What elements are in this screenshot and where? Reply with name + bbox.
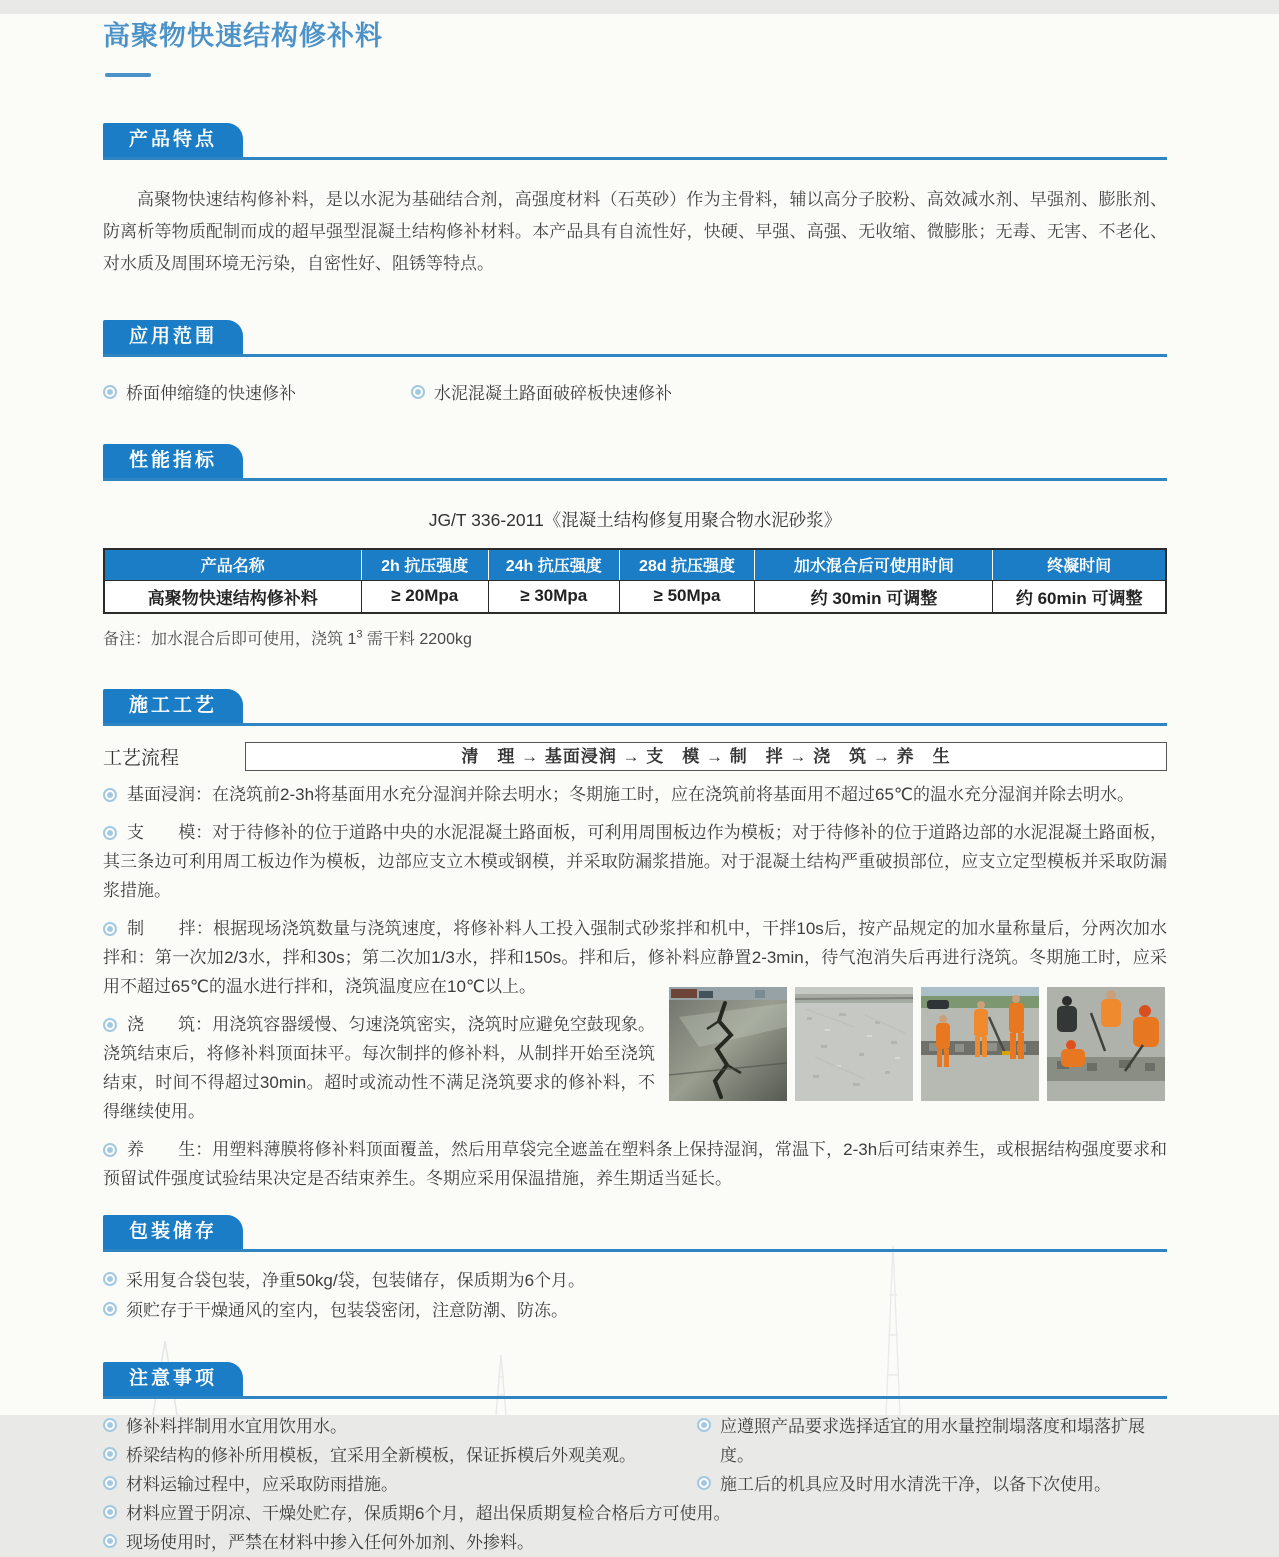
note-item-text: 材料运输过程中，应采取防雨措施。 bbox=[126, 1475, 398, 1494]
note-item bbox=[103, 1528, 1167, 1557]
note-item-text: 材料应置于阴凉、干燥处贮存，保质期6个月，超出保质期复检合格后方可使用。 bbox=[126, 1504, 731, 1523]
remark-superscript: 3 bbox=[356, 628, 363, 641]
step-text: ：对于待修补的位于道路中央的水泥混凝土路面板，可利用周围板边作为模板；对于待修补的位于道路边部的水泥混凝土路面板，其三条边可利用周工板边作为模板，边部应支立木模或钢模，并采取防漏浆措施。对于混凝土结构严重破损部位，应支立定型模板并采取防漏浆措施。 bbox=[103, 823, 1168, 900]
step-text: ：用塑料薄膜将修补料顶面覆盖，然后用草袋完全遮盖在塑料条上保持湿润，常温下，2-3h后可结束养生，或根据结构强度要求和预留试件强度试验结果决定是否结束养生。冬期应采用保温措施，养生期适当延长。 bbox=[103, 1140, 1167, 1188]
application-item bbox=[103, 379, 411, 404]
section-header-packaging bbox=[103, 1215, 1167, 1252]
bullet-ring-icon bbox=[103, 1476, 117, 1490]
section-header-applications bbox=[103, 320, 1167, 357]
road-repair-crew-photo bbox=[921, 987, 1039, 1101]
table-cell-final-set: 约 60min 可调整 bbox=[993, 580, 1166, 613]
bullet-ring-icon bbox=[103, 1534, 117, 1548]
step-formwork bbox=[103, 818, 1167, 905]
bullet-ring-icon bbox=[103, 1418, 117, 1432]
table-header-cell: 28d 抗压强度 bbox=[619, 549, 755, 580]
construction-badge: 施工工艺 bbox=[103, 689, 243, 723]
bullet-ring-icon bbox=[103, 1272, 117, 1286]
application-item-label: 桥面伸缩缝的快速修补 bbox=[126, 384, 296, 403]
datasheet-page bbox=[0, 14, 1279, 1552]
process-flow-label: 工艺流程 bbox=[103, 748, 180, 769]
concrete-surface-photo bbox=[795, 987, 913, 1101]
construction-photo-strip bbox=[669, 987, 1167, 1101]
process-flow-box: 清 理 → 基面浸润 → 支 模 → 制 拌 → 浇 筑 → 养 生 bbox=[245, 742, 1167, 771]
table-cell-usable-time: 约 30min 可调整 bbox=[755, 580, 993, 613]
packaging-item bbox=[103, 1266, 1167, 1296]
page-title: 高聚物快速结构修补料 bbox=[103, 21, 383, 51]
table-header-cell: 产品名称 bbox=[104, 549, 361, 580]
table-cell-2h-strength: ≥ 20Mpa bbox=[361, 580, 488, 613]
table-cell-product-name: 高聚物快速结构修补料 bbox=[104, 580, 361, 613]
notes-right-column bbox=[697, 1412, 1167, 1499]
packaging-badge: 包装储存 bbox=[103, 1215, 243, 1249]
cracked-pavement-photo bbox=[669, 987, 787, 1101]
performance-badge: 性能指标 bbox=[103, 444, 243, 478]
applications-badge: 应用范围 bbox=[103, 320, 243, 354]
bullet-ring-icon bbox=[411, 385, 425, 399]
section-header-features bbox=[103, 123, 1167, 160]
bullet-ring-icon bbox=[697, 1418, 711, 1432]
table-row bbox=[104, 580, 1166, 613]
table-remark bbox=[103, 626, 1167, 649]
note-item-text: 现场使用时，严禁在材料中掺入任何外加剂、外掺料。 bbox=[126, 1533, 534, 1552]
application-item-label: 水泥混凝土路面破碎板快速修补 bbox=[434, 384, 672, 403]
table-header-cell: 24h 抗压强度 bbox=[488, 549, 619, 580]
table-header-row bbox=[104, 549, 1166, 580]
note-item-text: 施工后的机具应及时用水清洗干净，以备下次使用。 bbox=[720, 1475, 1111, 1494]
bullet-ring-icon bbox=[103, 1447, 117, 1461]
bullet-ring-icon bbox=[103, 1018, 117, 1032]
step-label: 养 生 bbox=[127, 1140, 196, 1159]
section-header-performance bbox=[103, 444, 1167, 481]
process-flow-row bbox=[103, 742, 1167, 771]
packaging-item-text: 须贮存于干燥通风的室内，包装袋密闭，注意防潮、防冻。 bbox=[126, 1301, 568, 1320]
step-text: ：根据现场浇筑数量与浇筑速度，将修补料人工投入强制式砂浆拌和机中，干拌10s后，按产品规定的加水量称量后，分两次加水拌和：第一次加2/3水，拌和30s；第二次加1/3水，拌和150s。拌和后，修补料应静置2-3min，待气泡消失后再进行浇筑。冬期施工时，应采用不超过65℃的温水进行拌和，浇筑温度应在10℃以上。 bbox=[103, 919, 1167, 996]
bullet-ring-icon bbox=[103, 788, 117, 802]
packaging-item bbox=[103, 1296, 1167, 1326]
table-header-cell: 加水混合后可使用时间 bbox=[755, 549, 993, 580]
remark-text: 需干料 2200kg bbox=[362, 631, 472, 648]
step-label: 浇 筑 bbox=[127, 1015, 196, 1034]
step-label: 支 模 bbox=[127, 823, 196, 842]
applications-list bbox=[103, 379, 1167, 404]
table-cell-24h-strength: ≥ 30Mpa bbox=[488, 580, 619, 613]
step-text: ：用浇筑容器缓慢、匀速浇筑密实，浇筑时应避免空鼓现象。浇筑结束后，将修补料顶面抹平。每次制拌的修补料，从制拌开始至浇筑结束，时间不得超过30min。超时或流动性不满足浇筑要求的修补料，不得继续使用。 bbox=[103, 1015, 656, 1121]
notes-badge: 注意事项 bbox=[103, 1362, 243, 1396]
title-underline bbox=[105, 73, 151, 77]
step-label: 基面浸润 bbox=[127, 785, 195, 804]
bullet-ring-icon bbox=[103, 922, 117, 936]
features-badge: 产品特点 bbox=[103, 123, 243, 157]
note-item bbox=[103, 1499, 1167, 1528]
packaging-list bbox=[103, 1266, 1167, 1326]
step-label: 制 拌 bbox=[127, 919, 196, 938]
bullet-ring-icon bbox=[103, 1302, 117, 1316]
note-item bbox=[697, 1470, 1167, 1499]
table-cell-28d-strength: ≥ 50Mpa bbox=[619, 580, 755, 613]
notes-list bbox=[103, 1412, 1167, 1557]
note-item-text: 修补料拌制用水宜用饮用水。 bbox=[126, 1417, 347, 1436]
step-text: ：在浇筑前2-3h将基面用水充分湿润并除去明水；冬期施工时，应在浇筑前将基面用不超过65℃的温水充分湿润并除去明水。 bbox=[195, 785, 1135, 804]
note-item-text: 应遵照产品要求选择适宜的用水量控制塌落度和塌落扩展度。 bbox=[720, 1417, 1145, 1465]
bullet-ring-icon bbox=[103, 826, 117, 840]
performance-table bbox=[103, 548, 1167, 614]
packaging-item-text: 采用复合袋包装，净重50kg/袋，包装储存，保质期为6个月。 bbox=[126, 1271, 586, 1290]
note-item bbox=[697, 1412, 1167, 1470]
remark-text: 备注：加水混合后即可使用，浇筑 1 bbox=[103, 631, 357, 648]
features-paragraph: 高聚物快速结构修补料，是以水泥为基础结合剂，高强度材料（石英砂）作为主骨料，辅以高分子胶粉、高效减水剂、早强剂、膨胀剂、防离析等物质配制而成的超早强型混凝土结构修补材料。本产品具有自流性好，快硬、早强、高强、无收缩、微膨胀；无毒、无害、不老化、对水质及周围环境无污染，自密性好、阻锈等特点。 bbox=[103, 190, 1167, 273]
section-header-notes bbox=[103, 1362, 1167, 1399]
table-header-cell: 终凝时间 bbox=[993, 549, 1166, 580]
application-item bbox=[411, 379, 672, 404]
step-curing bbox=[103, 1135, 1167, 1193]
bullet-ring-icon bbox=[697, 1476, 711, 1490]
table-header-cell: 2h 抗压强度 bbox=[361, 549, 488, 580]
standard-reference: JG/T 336-2011《混凝土结构修复用聚合物水泥砂浆》 bbox=[428, 510, 842, 530]
note-item-text: 桥梁结构的修补所用模板，宜采用全新模板，保证拆模后外观美观。 bbox=[126, 1446, 636, 1465]
bullet-ring-icon bbox=[103, 1143, 117, 1157]
bullet-ring-icon bbox=[103, 385, 117, 399]
section-header-construction bbox=[103, 689, 1167, 726]
step-surface-wetting bbox=[103, 780, 1167, 809]
bullet-ring-icon bbox=[103, 1505, 117, 1519]
repair-work-closeup-photo bbox=[1047, 987, 1165, 1101]
